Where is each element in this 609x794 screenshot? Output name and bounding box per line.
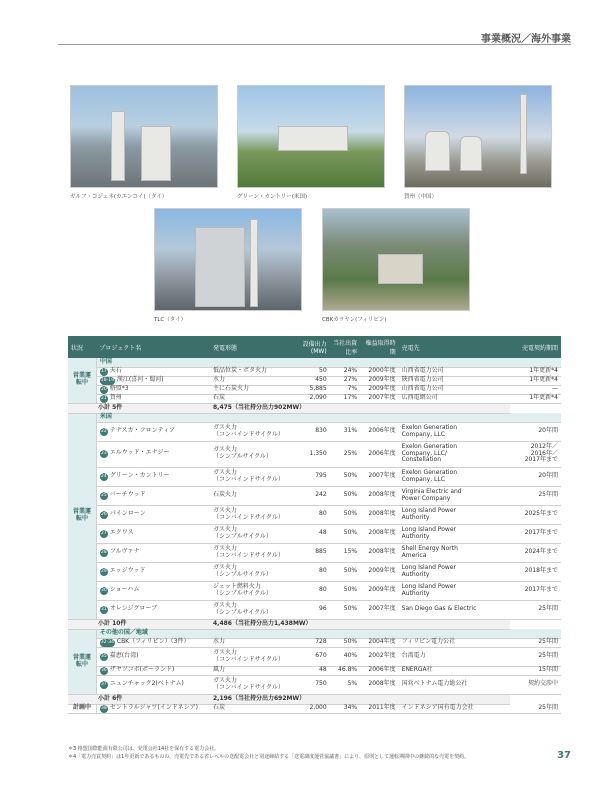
table-row [68,581,561,600]
contract-term: 2017年まで [510,581,561,600]
col-status: 状況 [68,336,96,358]
table-row [68,505,561,524]
region-label: 中国 [96,358,561,367]
equity-share: 50% [330,638,360,647]
capacity-mw: 750 [291,675,330,694]
photo-hezhou [404,85,552,188]
status-cell: 営業運転中 [68,629,96,694]
col-project: プロジェクト名 [96,336,210,358]
contract-term: 2024年まで [510,543,561,562]
generation-type: ガス火力 （シンプルサイクル） [210,562,291,581]
equity-share: 17% [330,394,360,403]
project-number-badge: 26 [101,511,107,517]
acquisition-year: 2008年度 [360,543,399,562]
project-name: 20 格盟*3 [96,385,210,394]
generation-type: ガス火力 （コンバインドサイクル） [210,422,291,441]
capacity-mw: 80 [291,581,330,600]
capacity-mw: 80 [291,505,330,524]
footnote: ＊3 格盟国際能源有限公司は、発電会社14社を保有する電力会社。 [68,746,220,752]
table-row [68,422,561,441]
equity-share: 50% [330,581,360,600]
acquisition-year: 2004年度 [360,638,399,647]
power-buyer: 広西電網公司 [399,394,511,403]
power-buyer: Long Island Power Authority [399,505,511,524]
project-number-badge: 27 [101,530,107,536]
contract-term: 25年間 [510,486,561,505]
capacity-mw: 795 [291,467,330,486]
subtotal-label: 小計 10件 [68,619,210,629]
table-row [68,441,561,467]
capacity-mw: 2,000 [291,704,330,713]
generation-type: 石炭火力 [210,486,291,505]
capacity-mw: 2,090 [291,394,330,403]
acquisition-year: 2008年度 [360,675,399,694]
acquisition-year: 2002年度 [360,647,399,666]
equity-share: 25% [330,441,360,467]
region-row [68,358,561,367]
generation-type: ガス火力 （シンプルサイクル） [210,600,291,619]
project-number-badge: 30 [101,587,107,593]
generation-type: 低品位炭・ボタ火力 [210,367,291,376]
acquisition-year: 2009年度 [360,581,399,600]
equity-share: 50% [330,562,360,581]
col-share: 当社出資比率 [330,336,360,358]
project-number-badge: 28 [101,549,107,555]
subtotal-value: 2,196（当社持分出力692MW） [210,694,510,704]
table-row [68,675,561,694]
equity-share: 24% [330,367,360,376]
generation-type: 主に石炭火力 [210,385,291,394]
contract-term: 2012年／ 2016年／ 2017年まで [510,441,561,467]
table-row [68,524,561,543]
generation-type: 水力 [210,376,291,385]
table-row [68,486,561,505]
project-name: 26 パインローン [96,505,210,524]
project-number-badge: 38 [101,705,107,711]
project-number-badge: 35 [101,653,107,659]
table-row [68,666,561,675]
power-buyer: 山西省電力公司 [399,385,511,394]
project-name: 32-34 CBK（フィリピン）（3件） [96,638,210,647]
equity-share: 46.8% [330,666,360,675]
capacity-mw: 670 [291,647,330,666]
contract-term: 25年間 [510,638,561,647]
contract-term: 20年間 [510,467,561,486]
project-name: 21 賀州 [96,394,210,403]
col-type: 発電形態 [210,336,291,358]
equity-share: 50% [330,486,360,505]
table-row [68,704,561,713]
project-number-badge: 24 [101,473,107,479]
subtotal-row [68,619,561,629]
acquisition-year: 2008年度 [360,505,399,524]
contract-term: 2017年まで [510,524,561,543]
acquisition-year: 2009年度 [360,385,399,394]
capacity-mw: 80 [291,562,330,581]
table-row [68,600,561,619]
project-name: 24 グリーン・カントリー [96,467,210,486]
equity-share: 40% [330,647,360,666]
project-name: 25 バーチウッド [96,486,210,505]
project-number-badge: 31 [101,606,107,612]
equity-share: 50% [330,505,360,524]
generation-type: 風力 [210,666,291,675]
equity-share: 15% [330,543,360,562]
acquisition-year: 2007年度 [360,467,399,486]
capacity-mw: 830 [291,422,330,441]
capacity-mw: 5,885 [291,385,330,394]
contract-term: 2018年まで [510,562,561,581]
power-buyer: Long Island Power Authority [399,562,511,581]
project-name: 38 セントラルジャワ(インドネシア) [96,704,210,713]
capacity-mw: 50 [291,367,330,376]
capacity-mw: 728 [291,638,330,647]
col-capacity: 設備出力(MW) [291,336,330,358]
footnotes [68,745,469,761]
region-label: 米国 [96,413,561,422]
power-buyer: 山西省電力公司 [399,367,511,376]
table-row [68,543,561,562]
status-cell: 営業運転中 [68,413,96,619]
power-buyer: Exelon Generation Company, LLC [399,422,511,441]
project-number-badge: 37 [101,681,107,687]
subtotal-label: 小計 6件 [68,694,210,704]
acquisition-year: 2006年度 [360,441,399,467]
subtotal-row [68,694,561,704]
project-name: 37 ニュンチャック2(ベトナム) [96,675,210,694]
project-number-badge: 23 [101,451,107,456]
contract-term: — [510,385,561,394]
table-row [68,385,561,394]
footnote: ＊4「電力売買契約」は1年更新であるものの、売電先である省レベルの送配電会社と別途締結する「送電調度運営協議書」により、原則として運転期間中の継続的な売電を契約。 [68,754,470,760]
project-name: 36 ザヤツコボ(ポーランド) [96,666,210,675]
capacity-mw: 48 [291,666,330,675]
acquisition-year: 2008年度 [360,486,399,505]
acquisition-year: 2006年度 [360,422,399,441]
acquisition-year: 2007年度 [360,394,399,403]
generation-type: ガス火力 （シンプルサイクル） [210,441,291,467]
project-number-badge: 22 [101,428,107,434]
generation-type: ガス火力 （コンバインドサイクル） [210,505,291,524]
capacity-mw: 242 [291,486,330,505]
subtotal-value: 8,475（当社持分出力902MW） [210,403,510,413]
generation-type: 水力 [210,638,291,647]
capacity-mw: 885 [291,543,330,562]
equity-share: 31% [330,422,360,441]
acquisition-year: 2009年度 [360,376,399,385]
generation-type: 石炭 [210,394,291,403]
project-name: 30 ショーハム [96,581,210,600]
contract-term: 1年更新*4 [510,394,561,403]
table-row [68,376,561,385]
projects-table [68,336,561,714]
col-year: 権益取得時期 [360,336,399,358]
equity-share: 50% [330,467,360,486]
col-term: 売電契約期間 [510,336,561,358]
contract-term: 2025年まで [510,505,561,524]
generation-type: ガス火力 （コンバインドサイクル） [210,543,291,562]
contract-term: 1年更新*4 [510,376,561,385]
table-row [68,367,561,376]
project-name: 27 エクワス [96,524,210,543]
subtotal-label: 小計 5件 [68,403,210,413]
power-buyer: Shell Energy North America [399,543,511,562]
photo-caption: ガルフ・コジェネ(カエンコイ)（タイ） [70,194,168,200]
photo-caption: TLC（タイ） [154,317,187,323]
acquisition-year: 2008年度 [360,524,399,543]
power-buyer: Long Island Power Authority [399,581,511,600]
contract-term: 契約交渉中 [510,675,561,694]
table-row [68,467,561,486]
generation-type: ガス火力 （シンプルサイクル） [210,524,291,543]
equity-share: 27% [330,376,360,385]
contract-term: 25年間 [510,647,561,666]
project-name: 22 テナスカ・フロンティア [96,422,210,441]
page-number: 37 [557,750,571,761]
subtotal-row [68,403,561,413]
acquisition-year: 2009年度 [360,562,399,581]
power-buyer: Exelon Generation Company, LLC/ Constellation [399,441,511,467]
acquisition-year: 2000年度 [360,367,399,376]
photo-caption: CBKカラヤン(フィリピン) [322,317,387,323]
project-number-badge: 29 [101,568,107,574]
region-row [68,413,561,422]
region-row [68,629,561,638]
power-buyer: 国営ベトナム電力総公社 [399,675,511,694]
contract-term: 25年間 [510,600,561,619]
header-rule [58,44,571,45]
status-cell: 計画中 [68,704,96,713]
photo-cbk [322,208,470,311]
photo-green-country [237,85,385,188]
region-label: その他の国／地域 [96,629,561,638]
generation-type: ジェット燃料火力 （シンプルサイクル） [210,581,291,600]
equity-share: 34% [330,704,360,713]
project-name: 29 エッジウッド [96,562,210,581]
project-name: 23 エルウッド・エナジー [96,441,210,467]
generation-type: 石炭 [210,704,291,713]
project-name: 28 フルヴァナ [96,543,210,562]
project-name: 18-19 漢江(喜河・蜀河) [96,376,210,385]
contract-term: 15年間 [510,666,561,675]
power-buyer: ENERGA社 [399,666,511,675]
project-number-badge: 25 [101,492,107,498]
capacity-mw: 96 [291,600,330,619]
capacity-mw: 48 [291,524,330,543]
contract-term: 20年間 [510,422,561,441]
acquisition-year: 2011年度 [360,704,399,713]
table-header-row [68,336,561,358]
table-row [68,638,561,647]
contract-term: 1年更新*4 [510,367,561,376]
generation-type: ガス火力 （コンバインドサイクル） [210,467,291,486]
acquisition-year: 2006年度 [360,666,399,675]
project-name: 35 嘉恵(台湾) [96,647,210,666]
power-buyer: 台湾電力 [399,647,511,666]
power-buyer: Exelon Generation Company, LLC [399,467,511,486]
subtotal-value: 4,486（当社持分出力1,438MW） [210,619,510,629]
section-header: 事業概況／海外事業 [481,34,571,45]
project-number-badge: 20 [101,386,107,392]
power-buyer: 陝西省電力公司 [399,376,511,385]
project-name: 17 天石 [96,367,210,376]
table-row [68,562,561,581]
generation-type: ガス火力 （コンバインドサイクル） [210,675,291,694]
photo-gulf-cogen [70,85,218,188]
project-number-badge: 18-19 [100,377,114,383]
project-number-badge: 32-34 [100,639,114,645]
generation-type: ガス火力 （コンバインドサイクル） [210,647,291,666]
acquisition-year: 2007年度 [360,600,399,619]
status-cell: 営業運転中 [68,358,96,403]
power-buyer: Virginia Electric and Power Company [399,486,511,505]
project-number-badge: 21 [101,395,107,401]
table-row [68,394,561,403]
capacity-mw: 450 [291,376,330,385]
col-buyer: 売電先 [399,336,511,358]
equity-share: 5% [330,675,360,694]
contract-term: 25年間 [510,704,561,713]
power-buyer: インドネシア国有電力会社 [399,704,511,713]
photo-caption: 賀州（中国） [404,194,438,200]
equity-share: 50% [330,600,360,619]
equity-share: 50% [330,524,360,543]
equity-share: 7% [330,385,360,394]
project-number-badge: 36 [101,667,107,673]
capacity-mw: 1,350 [291,441,330,467]
power-buyer: San Diego Gas & Electric [399,600,511,619]
photo-tlc [154,208,302,311]
project-number-badge: 17 [101,368,107,374]
power-buyer: フィリピン電力公社 [399,638,511,647]
project-name: 31 オレンジグローブ [96,600,210,619]
table-row [68,647,561,666]
power-buyer: Long Island Power Authority [399,524,511,543]
photo-caption: グリーン・カントリー(米国) [237,194,308,200]
